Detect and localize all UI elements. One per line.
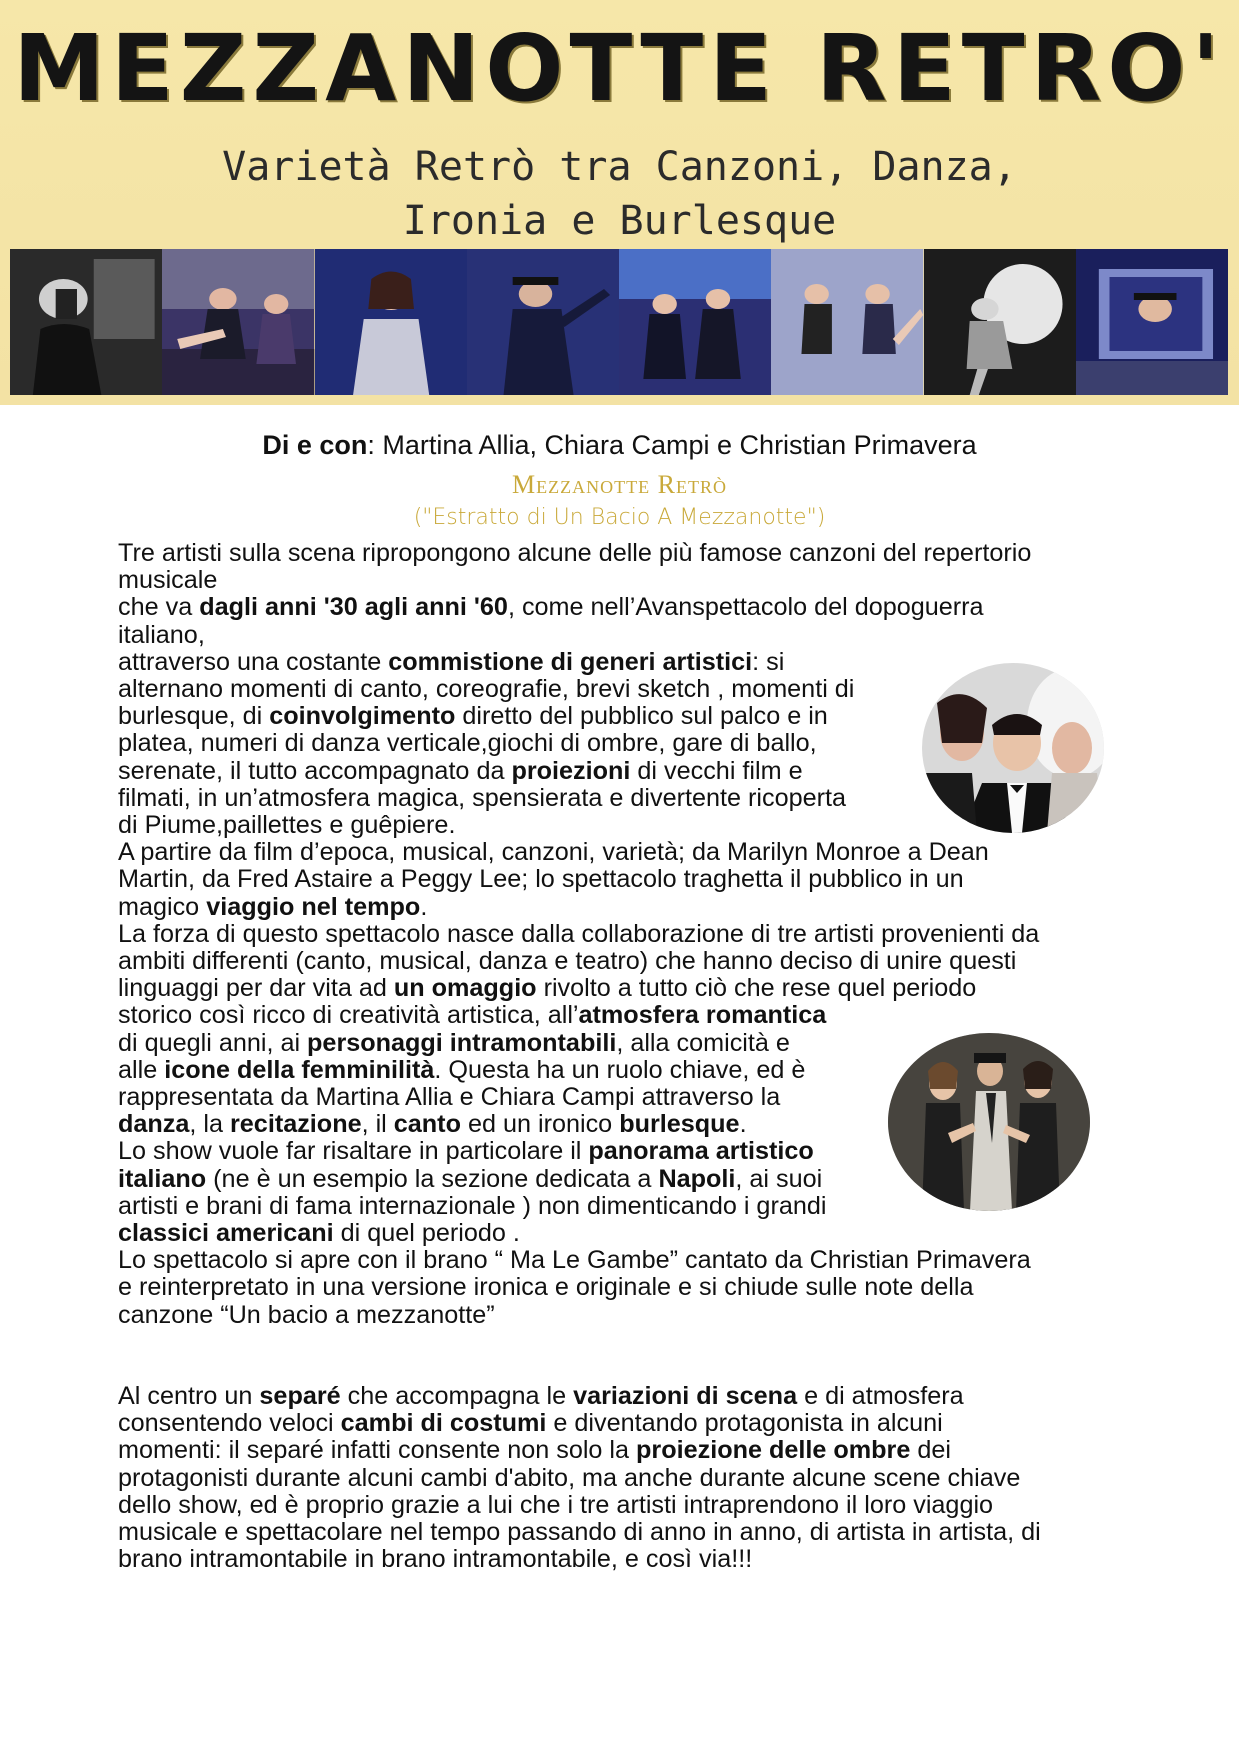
text-line: linguaggi per dar vita ad un omaggio rivolto a tutto ciò che rese quel periodo (118, 974, 977, 1003)
text-line: che va dagli anni '30 agli anni '60, come nell’Avanspettacolo del dopoguerra (118, 593, 984, 622)
text-line: burlesque, di coinvolgimento diretto del pubblico sul palco e in (118, 702, 828, 731)
highlight: dagli anni '30 agli anni '60 (199, 593, 508, 622)
text-line: momenti: il separé infatti consente non solo la proiezione delle ombre dei (118, 1436, 951, 1465)
text-line: ambiti differenti (canto, musical, danza e teatro) che hanno deciso di unire questi (118, 947, 1017, 976)
paragraph-separe (118, 1383, 1128, 1573)
highlight: commistione di generi artistici (388, 647, 753, 676)
text-line: danza, la recitazione, il canto ed un ironico burlesque. (118, 1110, 747, 1139)
highlight: viaggio nel tempo (206, 892, 421, 921)
highlight: danza (118, 1110, 190, 1139)
highlight: un omaggio (393, 974, 537, 1003)
text-line: di quegli anni, ai personaggi intramontabili, alla comicità e (118, 1028, 790, 1057)
circle-photo-kiss (922, 663, 1104, 833)
excerpt-note: ("Estratto di Un Bacio A Mezzanotte") (413, 505, 826, 530)
page-title: MEZZANOTTE RETRO' (13, 15, 1226, 122)
highlight: classici americani (118, 1219, 334, 1248)
highlight: icone della femminilità (164, 1055, 435, 1084)
strip-photo-man-window (1076, 249, 1228, 395)
strip-photo-woman-blue (315, 249, 467, 395)
show-name: Mezzanotte Retrò (512, 470, 727, 499)
circle-photo-trio (888, 1033, 1090, 1211)
highlight: italiano (118, 1164, 207, 1193)
highlight: atmosfera romantica (578, 1001, 827, 1030)
strip-photo-trio-stage (619, 249, 771, 395)
strip-photo-dancers-kick (771, 249, 923, 395)
text-line: filmati, in un’atmosfera magica, spensierata e divertente ricoperta (118, 783, 846, 812)
text-line: classici americani di quel periodo . (118, 1219, 520, 1248)
highlight: canto (393, 1110, 461, 1139)
paragraph-intro (118, 540, 1128, 1329)
strip-photo-feathers-bw (924, 249, 1076, 395)
text-line: musicale (118, 566, 218, 595)
highlight: proiezione delle ombre (636, 1436, 911, 1465)
text-line: dello show, ed è proprio grazie a lui che i tre artisti intraprendono il loro viaggio (118, 1490, 994, 1519)
credits-line (0, 430, 1239, 461)
highlight: cambi di costumi (340, 1409, 547, 1438)
subtitle (0, 140, 1239, 248)
header-banner (0, 0, 1239, 405)
subtitle-line-1: Varietà Retrò tra Canzoni, Danza, (222, 144, 1017, 190)
strip-photo-man-hat (467, 249, 619, 395)
text-line: consentendo veloci cambi di costumi e diventando protagonista in alcuni (118, 1409, 943, 1438)
strip-photo-singer-bw (10, 249, 162, 395)
text-line: platea, numeri di danza verticale,giochi di ombre, gare di ballo, (118, 729, 817, 758)
highlight: burlesque (619, 1110, 740, 1139)
credits-label: Di e con (262, 430, 368, 460)
highlight: variazioni di scena (573, 1381, 798, 1410)
text-line: protagonisti durante alcuni cambi d'abito, ma anche durante alcune scene chiave (118, 1463, 1021, 1492)
text-line: La forza di questo spettacolo nasce dalla collaborazione di tre artisti provenienti da (118, 919, 1040, 948)
text-line: italiano, (118, 620, 205, 649)
text-line: Martin, da Fred Astaire a Peggy Lee; lo spettacolo traghetta il pubblico in un (118, 865, 964, 894)
text-line: di Piume,paillettes e guêpiere. (118, 811, 456, 840)
text-line: alternano momenti di canto, coreografie, brevi sketch , momenti di (118, 675, 855, 704)
subtitle-line-2: Ironia e Burlesque (402, 198, 837, 244)
highlight: panorama artistico (588, 1137, 814, 1166)
highlight: separé (259, 1381, 341, 1410)
text-line: A partire da film d’epoca, musical, canzoni, varietà; da Marilyn Monroe a Dean (118, 838, 989, 867)
text-line: artisti e brani di fama internazionale ) non dimenticando i grandi (118, 1191, 827, 1220)
text-line: serenate, il tutto accompagnato da proiezioni di vecchi film e (118, 756, 803, 785)
text-line: alle icone della femminilità. Questa ha un ruolo chiave, ed è (118, 1055, 806, 1084)
text-line: Lo show vuole far risaltare in particolare il panorama artistico (118, 1137, 814, 1166)
highlight: personaggi intramontabili (307, 1028, 617, 1057)
text-line: musicale e spettacolare nel tempo passando di anno in anno, di artista in artista, di (118, 1517, 1041, 1546)
text-line: magico viaggio nel tempo. (118, 892, 428, 921)
highlight: coinvolgimento (269, 702, 456, 731)
text-line: e reinterpretato in una versione ironica e originale e si chiude sulle note della (118, 1273, 974, 1302)
text-line: attraverso una costante commistione di generi artistici: si (118, 647, 785, 676)
text-line: canzone “Un bacio a mezzanotte” (118, 1300, 495, 1329)
highlight: proiezioni (511, 756, 631, 785)
text-line: italiano (ne è un esempio la sezione dedicata a Napoli, ai suoi (118, 1164, 823, 1193)
text-line: rappresentata da Martina Allia e Chiara Campi attraverso la (118, 1083, 781, 1112)
text-line: brano intramontabile in brano intramontabile, e così via!!! (118, 1545, 753, 1574)
highlight: recitazione (230, 1110, 362, 1139)
text-line: storico così ricco di creatività artistica, all’atmosfera romantica (118, 1001, 827, 1030)
credits-names: : Martina Allia, Chiara Campi e Christian Primavera (367, 430, 977, 460)
text-line: Lo spettacolo si apre con il brano “ Ma Le Gambe” cantato da Christian Primavera (118, 1246, 1031, 1275)
strip-photo-dancers-stage (162, 249, 314, 395)
text-line: Al centro un separé che accompagna le variazioni di scena e di atmosfera (118, 1381, 964, 1410)
photo-strip (10, 249, 1228, 395)
text-line: Tre artisti sulla scena ripropongono alcune delle più famose canzoni del repertorio (118, 539, 1032, 567)
highlight: Napoli (658, 1164, 736, 1193)
